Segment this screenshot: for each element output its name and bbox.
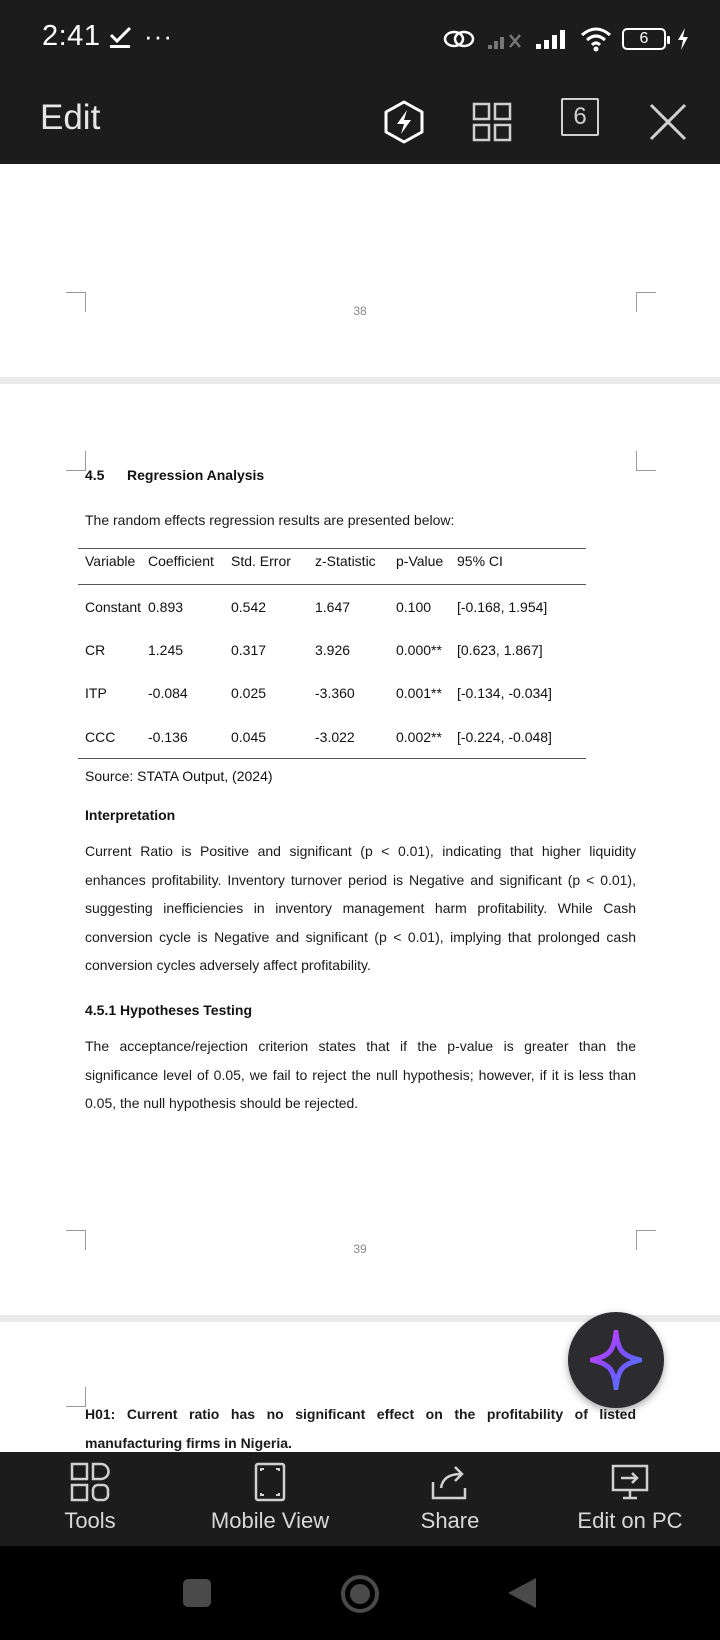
back-icon[interactable] bbox=[506, 1576, 538, 1610]
tools-label: Tools bbox=[64, 1508, 116, 1533]
charging-icon bbox=[676, 27, 690, 51]
page-separator bbox=[0, 377, 720, 384]
table-cell: 0.542 bbox=[231, 598, 267, 615]
table-cell: 0.100 bbox=[396, 598, 432, 615]
table-cell: -0.084 bbox=[148, 685, 188, 702]
edit-on-pc-label: Edit on PC bbox=[577, 1508, 683, 1533]
edit-button[interactable]: Edit bbox=[40, 98, 101, 137]
document-view[interactable] bbox=[0, 164, 720, 1452]
hypotheses-heading: 4.5.1 Hypotheses Testing bbox=[85, 1002, 253, 1018]
quick-action-button[interactable] bbox=[378, 96, 430, 148]
status-indicators bbox=[442, 22, 690, 56]
page-corner-mark bbox=[66, 1387, 86, 1407]
table-cell: CCC bbox=[78, 715, 148, 759]
close-icon bbox=[648, 102, 688, 142]
table-cell: 1.245 bbox=[148, 641, 184, 658]
table-row bbox=[78, 715, 586, 759]
table-cell: [-0.224, -0.048] bbox=[457, 715, 586, 759]
page-number: 39 bbox=[353, 1242, 367, 1256]
table-cell: 3.926 bbox=[315, 641, 351, 658]
share-icon bbox=[429, 1462, 471, 1502]
table-cell: [-0.168, 1.954] bbox=[457, 598, 548, 615]
table-cell: 1.647 bbox=[315, 598, 351, 615]
table-header: Std. Error bbox=[231, 549, 315, 585]
bottom-toolbar bbox=[0, 1452, 720, 1546]
hypothesis-h01: H01: Current ratio has no significant effect on the profitability of listed manufacturing firms in Nigeria. bbox=[85, 1406, 636, 1451]
table-row bbox=[78, 672, 586, 716]
close-button[interactable] bbox=[642, 96, 694, 148]
battery-icon bbox=[622, 28, 666, 50]
checkbox-done-icon bbox=[108, 24, 134, 50]
signal-off-icon bbox=[486, 27, 524, 51]
table-cell: ITP bbox=[85, 685, 107, 702]
mobile-view-button[interactable] bbox=[180, 1452, 360, 1546]
section-heading bbox=[85, 467, 264, 483]
system-navigation-bar bbox=[0, 1546, 720, 1640]
page-number: 38 bbox=[353, 304, 367, 318]
grid-view-button[interactable] bbox=[466, 96, 518, 148]
table-header: Variable bbox=[78, 549, 148, 585]
table-cell: 0.893 bbox=[148, 598, 184, 615]
section-number: 4.5 bbox=[85, 467, 105, 483]
hypotheses-paragraph: The acceptance/rejection criterion states that if the p-value is greater than the significance level of 0.05, we fail to reject the null hypothesis; however, if it is less than 0.05, the null hypothesis should be rejected. bbox=[85, 1038, 636, 1111]
monitor-icon bbox=[609, 1462, 651, 1502]
table-header: z-Statistic bbox=[315, 549, 396, 585]
top-toolbar bbox=[0, 80, 720, 164]
table-cell: -0.136 bbox=[148, 715, 231, 759]
section-title: Regression Analysis bbox=[127, 467, 265, 483]
wifi-icon bbox=[580, 26, 612, 52]
table-cell: [-0.134, -0.034] bbox=[457, 685, 552, 702]
intro-text: The random effects regression results are presented below: bbox=[85, 512, 455, 528]
ai-assistant-button[interactable] bbox=[568, 1312, 664, 1408]
status-time: 2:41 bbox=[42, 20, 101, 52]
link-icon bbox=[442, 27, 476, 51]
table-header-row bbox=[78, 549, 586, 585]
table-cell: Constant bbox=[85, 598, 142, 615]
table-cell: 0.002** bbox=[396, 715, 457, 759]
signal-icon bbox=[534, 27, 570, 51]
interpretation-paragraph: Current Ratio is Positive and significant (p < 0.01), indicating that higher liquidity enhances profitability. Inventory turnover period is Negative and significant (p < 0.01), suggesting inefficiencies in inventory management harm profitability. While Cash conversion cycle is Negative and significant (p < 0.01), implying that prolonged cash conversion cycles adversely affect profitability. bbox=[85, 843, 636, 973]
home-icon[interactable] bbox=[340, 1574, 380, 1614]
mobile-view-label: Mobile View bbox=[210, 1508, 330, 1533]
share-label: Share bbox=[420, 1508, 480, 1533]
table-row bbox=[78, 628, 586, 672]
page-corner-mark bbox=[636, 451, 656, 471]
page-count-button[interactable]: 6 bbox=[561, 98, 599, 136]
table-header: p-Value bbox=[396, 549, 457, 585]
interpretation-heading: Interpretation bbox=[85, 807, 176, 823]
table-header: 95% CI bbox=[457, 549, 586, 585]
table-cell: -3.022 bbox=[315, 715, 396, 759]
status-bar bbox=[0, 0, 720, 80]
tools-button[interactable] bbox=[0, 1452, 180, 1546]
battery-level: 6 bbox=[639, 30, 649, 47]
regression-table bbox=[78, 548, 586, 759]
more-notifications-icon: ··· bbox=[144, 21, 173, 51]
page-corner-mark bbox=[66, 451, 86, 471]
table-source: Source: STATA Output, (2024) bbox=[85, 768, 273, 784]
sparkle-icon bbox=[590, 1330, 642, 1390]
table-header: Coefficient bbox=[148, 549, 231, 585]
edit-on-pc-button[interactable] bbox=[540, 1452, 720, 1546]
table-cell: 0.000** bbox=[396, 641, 442, 658]
grid-icon bbox=[472, 102, 512, 142]
table-cell: [0.623, 1.867] bbox=[457, 641, 543, 658]
recent-apps-icon[interactable] bbox=[182, 1578, 212, 1608]
table-cell: 0.317 bbox=[231, 641, 267, 658]
table-cell: 0.025 bbox=[231, 685, 267, 702]
tools-icon bbox=[70, 1462, 110, 1502]
share-button[interactable] bbox=[360, 1452, 540, 1546]
table-cell: 0.001** bbox=[396, 685, 442, 702]
table-cell: CR bbox=[85, 641, 106, 658]
table-cell: -3.360 bbox=[315, 685, 355, 702]
table-row bbox=[78, 585, 586, 629]
table-cell: 0.045 bbox=[231, 715, 315, 759]
mobile-view-icon bbox=[254, 1462, 286, 1502]
bolt-hexagon-icon bbox=[383, 100, 425, 144]
